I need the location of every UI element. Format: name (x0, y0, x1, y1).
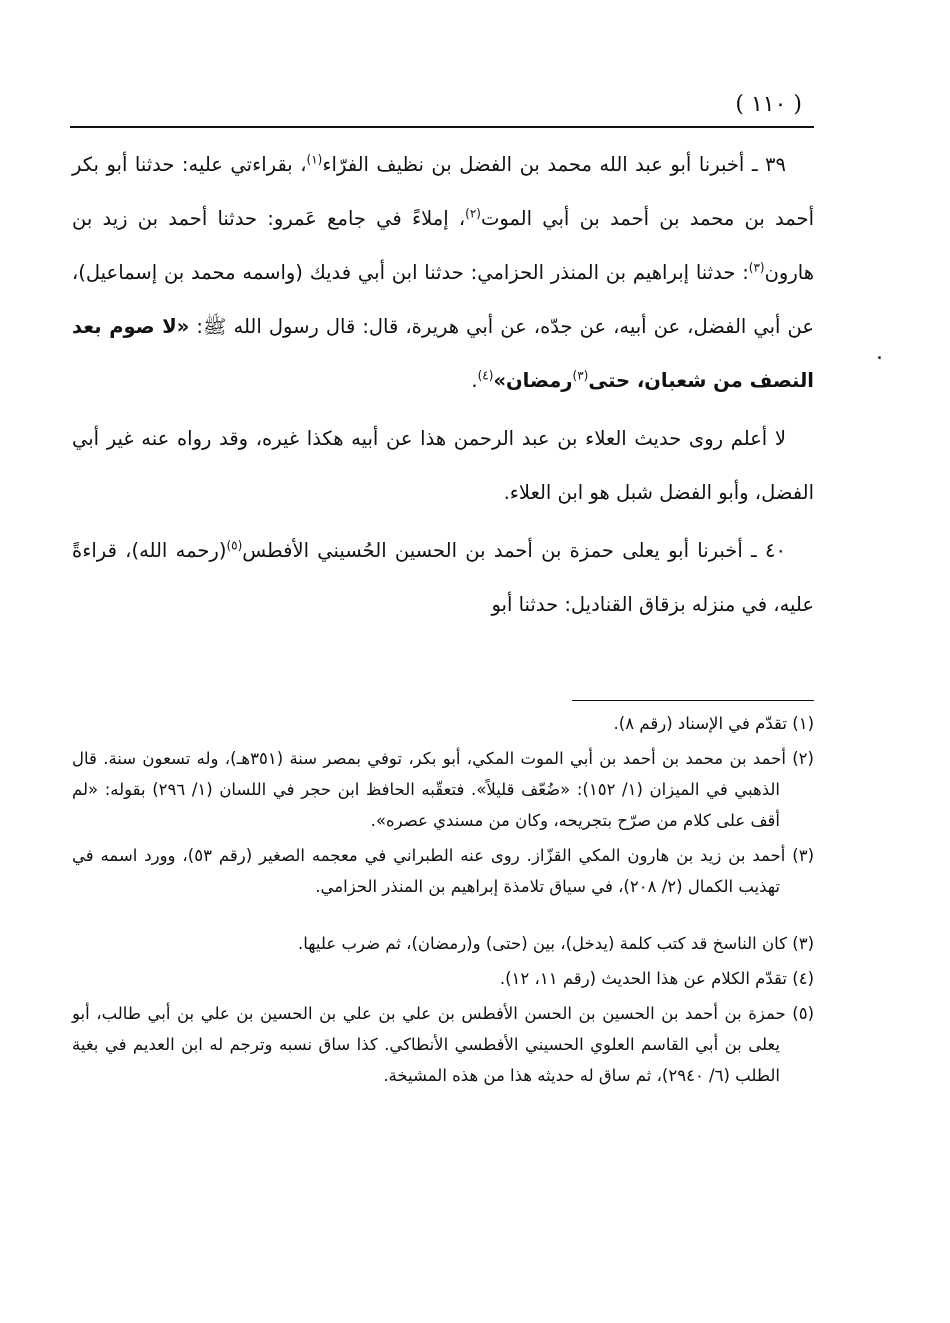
footnote-2: (٢) أحمد بن محمد بن أحمد بن أبي الموت المكي، أبو بكر، توفي بمصر سنة (٣٥١هـ)، وله تسعون سنة. قال الذهبي في الميزان (١/ ١٥٢): «ضُعّف قليلاً». فتعقّبه الحافظ ابن حجر في اللسان (١/ ٢٩٦) بقوله: «لم أقف على كلام من صرّح بتجريحه، وكان من مسندي عصره». (72, 749, 814, 830)
hadith-text: رمضان» (493, 369, 573, 392)
footnote-1: (١) تقدّم في الإسناد (رقم ٨). (613, 714, 814, 733)
text-run: ٣٩ ـ أخبرنا أبو عبد الله محمد بن الفضل بن نظيف الفرّاء (322, 153, 786, 176)
hadith-text: «لا صوم بعد النصف من شعبان، حتى (72, 315, 814, 392)
text-run: ، إملاءً في جامع عَمرو: حدثنا أحمد بن زيد بن هارون (72, 207, 814, 284)
page-number: ( ١١٠ ) (735, 92, 802, 117)
footnote-ref: (٣) (572, 368, 589, 383)
footnote-5: (٥) حمزة بن أحمد بن الحسين بن الحسن الأفطس بن علي بن علي بن الحسين بن علي بن أبي طالب، أبو يعلى بن أبي القاسم العلوي الحسيني الأفطسي الأنطاكي. كذا ساق نسبه وترجم له ابن العديم في بغية الطلب (٦/ ٢٩٤٠)، ثم ساق له حديثه هذا من هذه المشيخة. (72, 1004, 814, 1085)
footnote-gap (72, 906, 814, 928)
footnotes (72, 708, 814, 1095)
paragraph-40 (72, 524, 814, 632)
footnote-ref: (١) (306, 152, 323, 167)
header-rule (70, 126, 814, 128)
footnote-4: (٤) تقدّم الكلام عن هذا الحديث (رقم ١١، ١٢). (499, 969, 814, 988)
footnote-ref: (٣) (748, 260, 765, 275)
paragraph-39 (72, 138, 814, 408)
text-run: ٤٠ ـ أخبرنا أبو يعلى حمزة بن أحمد بن الحسين الحُسيني الأفطس (242, 539, 786, 562)
text-run: ، بقراءتي عليه: حدثنا أبو بكر أحمد بن محمد بن أحمد بن أبي الموت (72, 153, 814, 230)
main-text (72, 138, 814, 636)
text-run: : حدثنا إبراهيم بن المنذر الحزامي: حدثنا ابن أبي فديك (واسمه محمد بن إسماعيل)، عن أبي الفضل، عن أبيه، عن جدّه، عن أبي هريرة، قال: قال رسول الله ﷺ: (72, 261, 814, 338)
footnote-3b: (٣) كان الناسخ قد كتب كلمة (يدخل)، بين (حتى) و(رمضان)، ثم ضرب عليها. (298, 934, 814, 953)
commentary-paragraph: لا أعلم روى حديث العلاء بن عبد الرحمن هذا عن أبيه هكذا غيره، وقد رواه عنه غير أبي الفضل، وأبو الفضل شبل هو ابن العلاء. (72, 427, 814, 504)
footnote-ref: (٤) (477, 368, 494, 383)
margin-mark: . (876, 340, 883, 365)
footnote-ref: (٢) (465, 206, 481, 221)
footnote-ref: (٥) (226, 538, 243, 553)
text-run: (رحمه الله)، قراءةً عليه، في منزله بزقاق القناديل: حدثنا أبو (72, 539, 814, 616)
footnote-rule (572, 700, 814, 701)
text-run: . (471, 369, 478, 392)
footnote-3: (٣) أحمد بن زيد بن هارون المكي القزّاز. روى عنه الطبراني في معجمه الصغير (رقم ٥٣)، وورد اسمه في تهذيب الكمال (٢/ ٢٠٨)، في سياق تلامذة إبراهيم بن المنذر الحزامي. (72, 846, 814, 896)
